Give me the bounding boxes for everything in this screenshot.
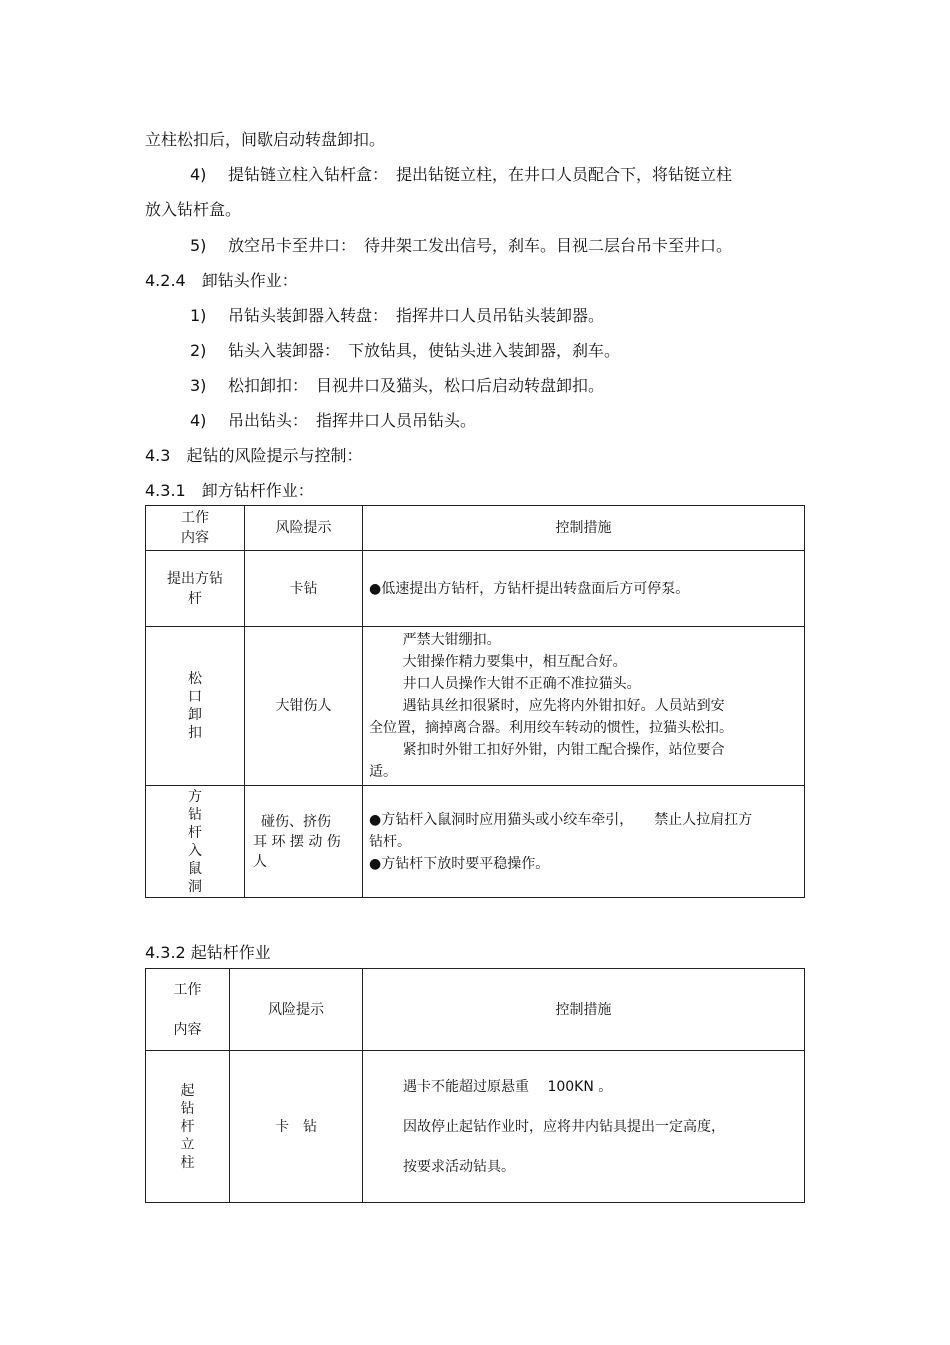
table-header-row bbox=[146, 506, 805, 551]
control-line: 钻杆。 bbox=[369, 833, 411, 850]
step-4-paragraph bbox=[190, 165, 732, 185]
work-cell bbox=[146, 786, 245, 898]
table-row bbox=[146, 627, 805, 786]
control-line: 适。 bbox=[369, 764, 397, 780]
header-risk: 风险提示 bbox=[230, 969, 363, 1051]
work-char: 杆 bbox=[188, 824, 202, 841]
step-text: 吊钻头装卸器入转盘： 指挥井口人员吊钻头装卸器。 bbox=[228, 306, 605, 325]
substep-2 bbox=[190, 341, 620, 361]
control-line: 遇钻具丝扣很紧时，应先将内外钳扣好。人员站到安 bbox=[402, 698, 725, 714]
step-number: 5) bbox=[190, 236, 207, 255]
step-text: 钻头入装卸器： 下放钻具，使钻头进入装卸器，刹车。 bbox=[228, 341, 621, 360]
work-char: 钻 bbox=[180, 1100, 195, 1117]
control-line: 按要求活动钻具。 bbox=[403, 1158, 515, 1175]
header-control: 控制措施 bbox=[363, 506, 805, 551]
control-line: ●低速提出方钻杆，方钻杆提出转盘面后方可停泵。 bbox=[369, 580, 690, 597]
work-char: 钻 bbox=[188, 806, 202, 823]
control-cell bbox=[363, 1051, 805, 1203]
work-line: 提出方钻 bbox=[167, 570, 223, 587]
step-text: 松扣卸扣： 目视井口及猫头，松口后启动转盘卸扣。 bbox=[228, 376, 605, 395]
risk-cell: 卡钻 bbox=[245, 551, 363, 627]
work-char: 洞 bbox=[188, 878, 202, 895]
step-4-continuation: 放入钻杆盒。 bbox=[145, 200, 242, 219]
work-char: 卸 bbox=[188, 707, 202, 723]
work-line: 杆 bbox=[188, 590, 202, 607]
work-char: 扣 bbox=[188, 725, 202, 741]
work-char: 起 bbox=[180, 1082, 195, 1099]
section-heading-4-2-4: 4.2.4 卸钻头作业： bbox=[145, 271, 298, 290]
step-5-paragraph bbox=[190, 236, 732, 256]
risk-cell bbox=[245, 786, 363, 898]
work-cell bbox=[146, 627, 245, 786]
step-number: 4) bbox=[190, 411, 207, 430]
paragraph-continuation: 立柱松扣后，间歇启动转盘卸扣。 bbox=[145, 130, 386, 149]
step-text: 吊出钻头： 指挥井口人员吊钻头。 bbox=[228, 411, 477, 430]
control-line: 严禁大钳绷扣。 bbox=[402, 632, 501, 648]
risk-table-kelly bbox=[145, 505, 805, 898]
table-row bbox=[146, 786, 805, 898]
table-header-row bbox=[146, 969, 805, 1051]
control-line: 大钳操作精力要集中，相互配合好。 bbox=[402, 654, 627, 670]
header-risk: 风险提示 bbox=[245, 506, 363, 551]
control-cell bbox=[363, 551, 805, 627]
substep-3 bbox=[190, 376, 604, 396]
control-line: ●方钻杆入鼠洞时应用猫头或小绞车牵引， 禁止人拉肩扛方 bbox=[369, 811, 753, 828]
header-line: 内容 bbox=[181, 530, 209, 546]
risk-line: 人 bbox=[253, 853, 267, 870]
section-heading-4-3: 4.3 起钻的风险提示与控制： bbox=[145, 446, 363, 465]
table-row bbox=[146, 551, 805, 627]
work-char: 口 bbox=[188, 689, 202, 705]
section-heading-4-3-1: 4.3.1 卸方钻杆作业： bbox=[145, 481, 314, 500]
work-char: 鼠 bbox=[188, 860, 202, 877]
substep-1 bbox=[190, 306, 604, 326]
work-char: 方 bbox=[188, 788, 202, 805]
step-number: 1) bbox=[190, 306, 207, 325]
risk-cell: 卡 钻 bbox=[230, 1051, 363, 1203]
header-work-content bbox=[146, 969, 230, 1051]
work-char: 杆 bbox=[180, 1118, 195, 1135]
step-text: 放空吊卡至井口： 待井架工发出信号，刹车。目视二层台吊卡至井口。 bbox=[228, 236, 733, 255]
control-cell bbox=[363, 786, 805, 898]
header-line: 工作 bbox=[181, 510, 209, 526]
substep-4 bbox=[190, 411, 476, 431]
table-row bbox=[146, 1051, 805, 1203]
control-line: ●方钻杆下放时要平稳操作。 bbox=[369, 855, 550, 872]
header-work-content bbox=[146, 506, 245, 551]
work-char: 松 bbox=[188, 671, 202, 687]
work-char: 入 bbox=[188, 842, 202, 859]
control-line: 因故停止起钻作业时，应将井内钻具提出一定高度， bbox=[403, 1118, 725, 1135]
control-line: 遇卡不能超过原悬重 100KN 。 bbox=[403, 1078, 613, 1095]
control-line: 全位置，摘掉离合器。利用绞车转动的惯性，拉猫头松扣。 bbox=[369, 720, 733, 736]
step-number: 4) bbox=[190, 165, 207, 184]
work-char: 柱 bbox=[180, 1154, 195, 1171]
header-line: 工作 bbox=[173, 981, 202, 998]
control-line: 紧扣时外钳工扣好外钳，内钳工配合操作，站位要合 bbox=[402, 742, 725, 758]
header-control: 控制措施 bbox=[363, 969, 805, 1051]
work-char: 立 bbox=[180, 1136, 195, 1153]
control-line: 井口人员操作大钳不正确不准拉猫头。 bbox=[402, 676, 641, 692]
step-number: 3) bbox=[190, 376, 207, 395]
step-text: 提钻链立柱入钻杆盒： 提出钻铤立柱，在井口人员配合下，将钻铤立柱 bbox=[228, 165, 733, 184]
header-line: 内容 bbox=[173, 1021, 202, 1038]
work-cell bbox=[146, 1051, 230, 1203]
risk-cell: 大钳伤人 bbox=[245, 627, 363, 786]
control-cell bbox=[363, 627, 805, 786]
risk-table-pipe bbox=[145, 968, 805, 1203]
risk-line: 碰伤、挤伤 bbox=[261, 813, 331, 830]
section-heading-4-3-2: 4.3.2 起钻杆作业 bbox=[145, 943, 271, 962]
step-number: 2) bbox=[190, 341, 207, 360]
work-cell bbox=[146, 551, 245, 627]
risk-line: 耳 环 摆 动 伤 bbox=[253, 833, 341, 850]
